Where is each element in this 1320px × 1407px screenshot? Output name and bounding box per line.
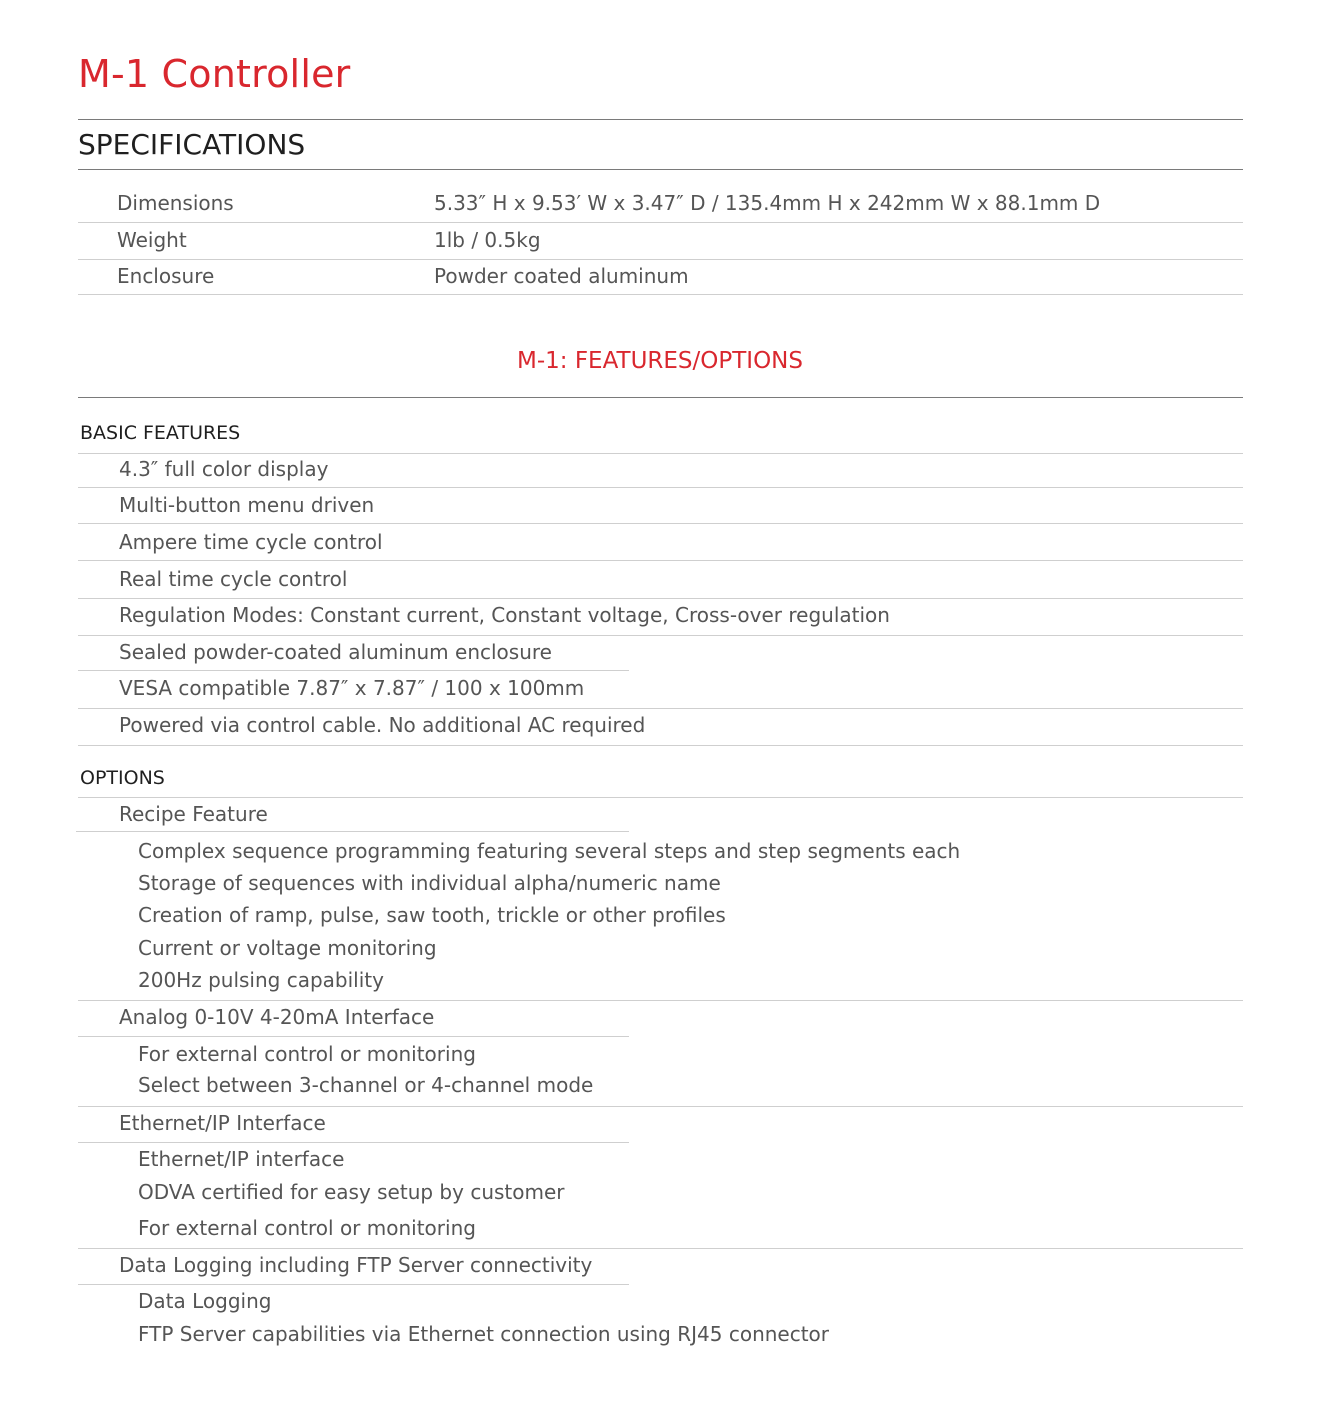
basic-features-heading: BASIC FEATURES [80,422,241,444]
spec-value-dimensions: 5.33″ H x 9.53′ W x 3.47″ D / 135.4mm H x 242mm W x 88.1mm D [434,191,1101,215]
option-detail: Ethernet/IP interface [138,1147,345,1171]
feature-item: Multi-button menu driven [119,493,375,517]
option-detail: For external control or monitoring [138,1216,476,1240]
options-heading: OPTIONS [80,767,165,789]
option-group-name: Ethernet/IP Interface [119,1111,326,1135]
row-divider [78,259,1243,260]
row-divider [78,222,1243,223]
row-divider [78,523,1243,524]
divider [78,119,1243,120]
spec-value-enclosure: Powder coated aluminum [434,264,689,288]
feature-item: Regulation Modes: Constant current, Constant voltage, Cross-over regulation [119,603,890,627]
features-options-title: M-1: FEATURES/OPTIONS [516,348,803,374]
option-detail: FTP Server capabilities via Ethernet connection using RJ45 connector [138,1322,830,1346]
row-divider [78,453,1243,454]
feature-item: Powered via control cable. No additional AC required [119,713,646,737]
specifications-heading: SPECIFICATIONS [78,128,306,161]
row-divider [78,708,1243,709]
page-title: M-1 Controller [78,52,351,96]
row-divider [78,670,629,671]
spec-value-weight: 1lb / 0.5kg [434,228,541,252]
option-detail: Current or voltage monitoring [138,936,437,960]
option-detail: Complex sequence programming featuring several steps and step segments each [138,839,961,863]
row-divider [76,831,629,832]
row-divider [78,745,1243,746]
row-divider [78,487,1243,488]
spec-label-weight: Weight [117,228,187,252]
row-divider [78,635,1243,636]
option-detail: For external control or monitoring [138,1042,476,1066]
option-detail: Storage of sequences with individual alpha/numeric name [138,871,721,895]
option-detail: 200Hz pulsing capability [138,968,384,992]
divider [78,397,1243,398]
row-divider [78,560,1243,561]
option-detail: Select between 3-channel or 4-channel mode [138,1073,594,1097]
feature-item: 4.3″ full color display [119,457,329,481]
option-group-name: Analog 0-10V 4-20mA Interface [119,1005,435,1029]
divider [78,169,1243,170]
row-divider [78,1106,1243,1107]
option-group-name: Recipe Feature [119,802,268,826]
row-divider [78,797,1243,798]
feature-item: Ampere time cycle control [119,530,383,554]
row-divider [78,294,1243,295]
row-divider [78,1142,629,1143]
row-divider [78,1284,629,1285]
option-group-name: Data Logging including FTP Server connectivity [119,1253,593,1277]
option-detail: Creation of ramp, pulse, saw tooth, trickle or other profiles [138,903,726,927]
spec-label-dimensions: Dimensions [117,191,234,215]
feature-item: VESA compatible 7.87″ x 7.87″ / 100 x 100mm [119,676,585,700]
row-divider [78,1036,629,1037]
spec-label-enclosure: Enclosure [117,264,215,288]
row-divider [78,598,1243,599]
feature-item: Real time cycle control [119,567,348,591]
feature-item: Sealed powder-coated aluminum enclosure [119,640,552,664]
row-divider [78,1000,1243,1001]
option-detail: Data Logging [138,1289,272,1313]
option-detail: ODVA certified for easy setup by customer [138,1180,565,1204]
row-divider [78,1248,1243,1249]
